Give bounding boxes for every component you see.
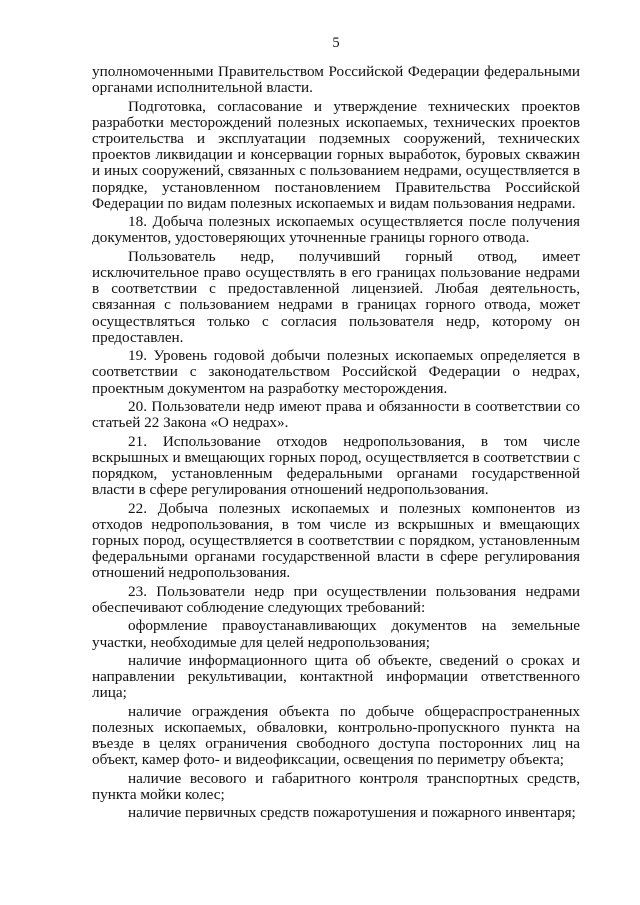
paragraph-item-22: 22. Добыча полезных ископаемых и полезных компонентов из отходов недропользования, в том числе из вскрышных и вмещающих горных пород, осуществляется в соответствии с порядком, установленным федеральными органами государственной власти в сфере регулирования отношений недропользования. xyxy=(92,499,580,582)
paragraph-item-18: 18. Добыча полезных ископаемых осуществляется после получения документов, удостоверяющих уточненные границы горного отвода. xyxy=(92,213,580,247)
page-number: 5 xyxy=(332,35,340,51)
requirement-land-documents: оформление правоустанавливающих документов на земельные участки, необходимые для целей недропользования; xyxy=(92,617,580,651)
requirement-fire-equipment: наличие первичных средств пожаротушения и пожарного инвентаря; xyxy=(128,804,576,822)
requirement-fencing: наличие ограждения объекта по добыче общераспространенных полезных ископаемых, обваловки, контрольно-пропускного пункта на въезде в целях ограничения свободного доступа посторонних лиц на объект, камер фото- и видеофиксации, освещения по периметру объекта; xyxy=(92,702,580,769)
paragraph-item-21: 21. Использование отходов недропользования, в том числе вскрышных и вмещающих горных пород, осуществляется в соответствии с порядком, установленным федеральными органами государственной власти в сфере регулирования отношений недропользования. xyxy=(92,432,580,499)
paragraph-item-19: 19. Уровень годовой добычи полезных ископаемых определяется в соответствии с законодательством Российской Федерации о недрах, проектным документом на разработку месторождения. xyxy=(92,347,580,397)
requirement-weight-control: наличие весового и габаритного контроля транспортных средств, пункта мойки колес; xyxy=(92,769,580,803)
paragraph-item-23: 23. Пользователи недр при осуществлении пользования недрами обеспечивают соблюдение следующих требований: xyxy=(92,582,580,616)
paragraph-item-20: 20. Пользователи недр имеют права и обязанности в соответствии со статьей 22 Закона «О недрах». xyxy=(92,398,580,432)
paragraph-technical-projects: Подготовка, согласование и утверждение технических проектов разработки месторождений полезных ископаемых, технических проектов строительства и эксплуатации подземных сооружений, технических проектов ликвидации и консервации горных выработок, буровых скважин и иных сооружений, связанных с пользованием недрами, осуществляется в порядке, установленном постановлением Правительства Российской Федерации по видам полезных ископаемых и видам пользования недрами. xyxy=(92,97,580,212)
requirement-info-board: наличие информационного щита об объекте, сведений о сроках и направлении рекультивации, контактной информации ответственного лица; xyxy=(92,651,580,702)
paragraph-exclusive-right: Пользователь недр, получивший горный отвод, имеет исключительное право осуществлять в его границах пользование недрами в соответствии с предоставленной лицензией. Любая деятельность, связанная с пользованием недрами в границах горного отвода, может осуществляться только с согласия пользователя недр, которому он предоставлен. xyxy=(92,247,580,346)
paragraph-continuation: уполномоченными Правительством Российской Федерации федеральными органами исполнительной власти. xyxy=(92,63,580,97)
